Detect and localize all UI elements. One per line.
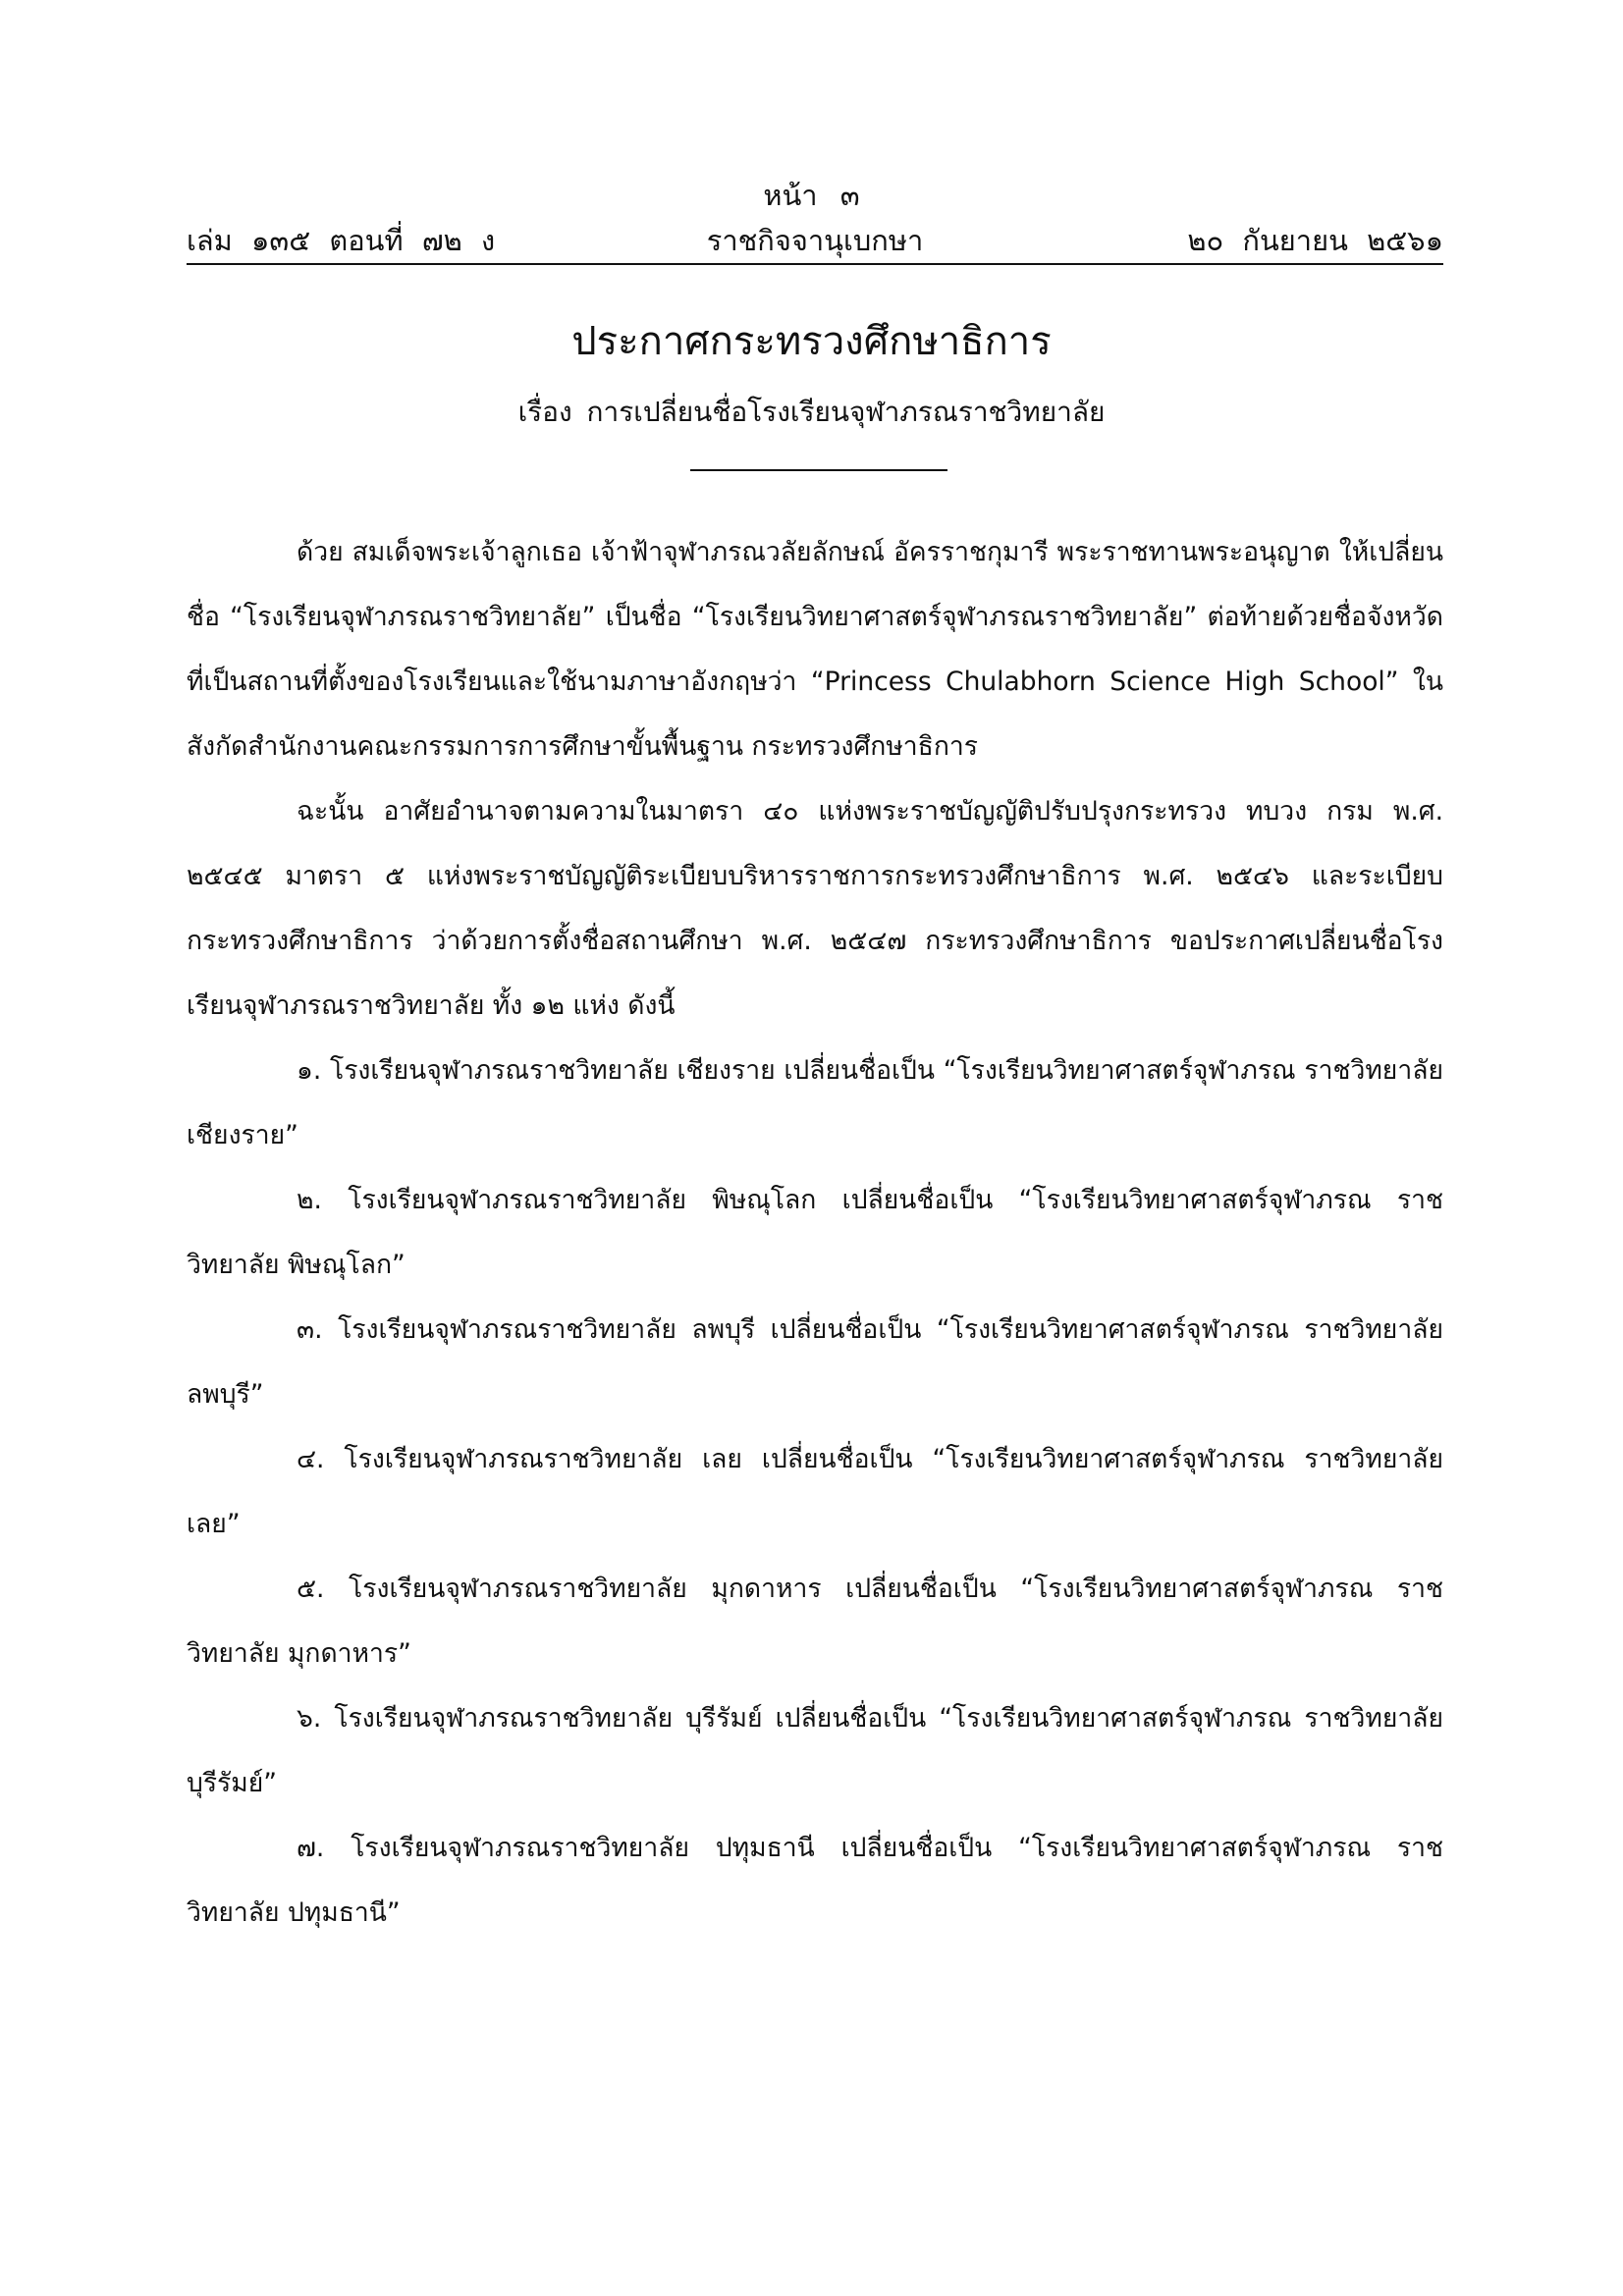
page-number: หน้า ๓ xyxy=(763,179,860,212)
list-item: ๑. โรงเรียนจุฬาภรณราชวิทยาลัย เชียงราย เปลี่ยนชื่อเป็น “โรงเรียนวิทยาศาสตร์จุฬาภรณ ราชวิทยาลัย เชียงราย” xyxy=(187,1055,1443,1150)
paragraph-intro: ด้วย สมเด็จพระเจ้าลูกเธอ เจ้าฟ้าจุฬาภรณวลัยลักษณ์ อัครราชกุมารี พระราชทานพระอนุญาต ให้เปลี่ยนชื่อ “โรงเรียนจุฬาภรณราชวิทยาลัย” เป็นชื่อ “โรงเรียนวิทยาศาสตร์จุฬาภรณราชวิทยาลัย” ต่อท้ายด้วยชื่อจังหวัดที่เป็นสถานที่ตั้งของโรงเรียนและใช้นามภาษาอังกฤษว่า “Princess Chulabhorn Science High School” ในสังกัดสำนักงานคณะกรรมการการศึกษาขั้นพื้นฐาน กระทรวงศึกษาธิการ xyxy=(187,537,1443,762)
paragraph-authority: ฉะนั้น อาศัยอำนาจตามความในมาตรา ๔๐ แห่งพระราชบัญญัติปรับปรุงกระทรวง ทบวง กรม พ.ศ. ๒๕๔๕ มาตรา ๕ แห่งพระราชบัญญัติระเบียบบริหารราชการกระทรวงศึกษาธิการ พ.ศ. ๒๕๔๖ และระเบียบกระทรวงศึกษาธิการ ว่าด้วยการตั้งชื่อสถานศึกษา พ.ศ. ๒๕๔๗ กระทรวงศึกษาธิการ ขอประกาศเปลี่ยนชื่อโรงเรียนจุฬาภรณราชวิทยาลัย ทั้ง ๑๒ แห่ง ดังนี้ xyxy=(187,796,1443,1021)
announcement-title: ประกาศกระทรวงศึกษาธิการ xyxy=(571,319,1052,364)
announcement-body xyxy=(187,520,1443,1946)
list-item: ๒. โรงเรียนจุฬาภรณราชวิทยาลัย พิษณุโลก เปลี่ยนชื่อเป็น “โรงเรียนวิทยาศาสตร์จุฬาภรณ ราชวิทยาลัย พิษณุโลก” xyxy=(187,1185,1443,1280)
title-divider xyxy=(690,469,947,471)
list-item: ๓. โรงเรียนจุฬาภรณราชวิทยาลัย ลพบุรี เปลี่ยนชื่อเป็น “โรงเรียนวิทยาศาสตร์จุฬาภรณ ราชวิทยาลัย ลพบุรี” xyxy=(187,1314,1443,1410)
list-item: ๕. โรงเรียนจุฬาภรณราชวิทยาลัย มุกดาหาร เปลี่ยนชื่อเป็น “โรงเรียนวิทยาศาสตร์จุฬาภรณ ราชวิทยาลัย มุกดาหาร” xyxy=(187,1574,1443,1669)
publication-name: ราชกิจจานุเบกษา xyxy=(706,224,924,257)
publication-date: ๒๐ กันยายน ๒๕๖๑ xyxy=(1187,224,1443,257)
gazette-header xyxy=(187,218,1443,259)
list-item: ๗. โรงเรียนจุฬาภรณราชวิทยาลัย ปทุมธานี เปลี่ยนชื่อเป็น “โรงเรียนวิทยาศาสตร์จุฬาภรณ ราชวิทยาลัย ปทุมธานี” xyxy=(187,1833,1443,1928)
header-divider xyxy=(187,263,1443,265)
announcement-subject: เรื่อง การเปลี่ยนชื่อโรงเรียนจุฬาภรณราชวิทยาลัย xyxy=(517,396,1106,428)
volume-issue: เล่ม ๑๓๕ ตอนที่ ๗๒ ง xyxy=(187,224,496,257)
list-item: ๖. โรงเรียนจุฬาภรณราชวิทยาลัย บุรีรัมย์ เปลี่ยนชื่อเป็น “โรงเรียนวิทยาศาสตร์จุฬาภรณ ราชวิทยาลัย บุรีรัมย์” xyxy=(187,1703,1443,1798)
list-item: ๔. โรงเรียนจุฬาภรณราชวิทยาลัย เลย เปลี่ยนชื่อเป็น “โรงเรียนวิทยาศาสตร์จุฬาภรณ ราชวิทยาลัย เลย” xyxy=(187,1444,1443,1539)
